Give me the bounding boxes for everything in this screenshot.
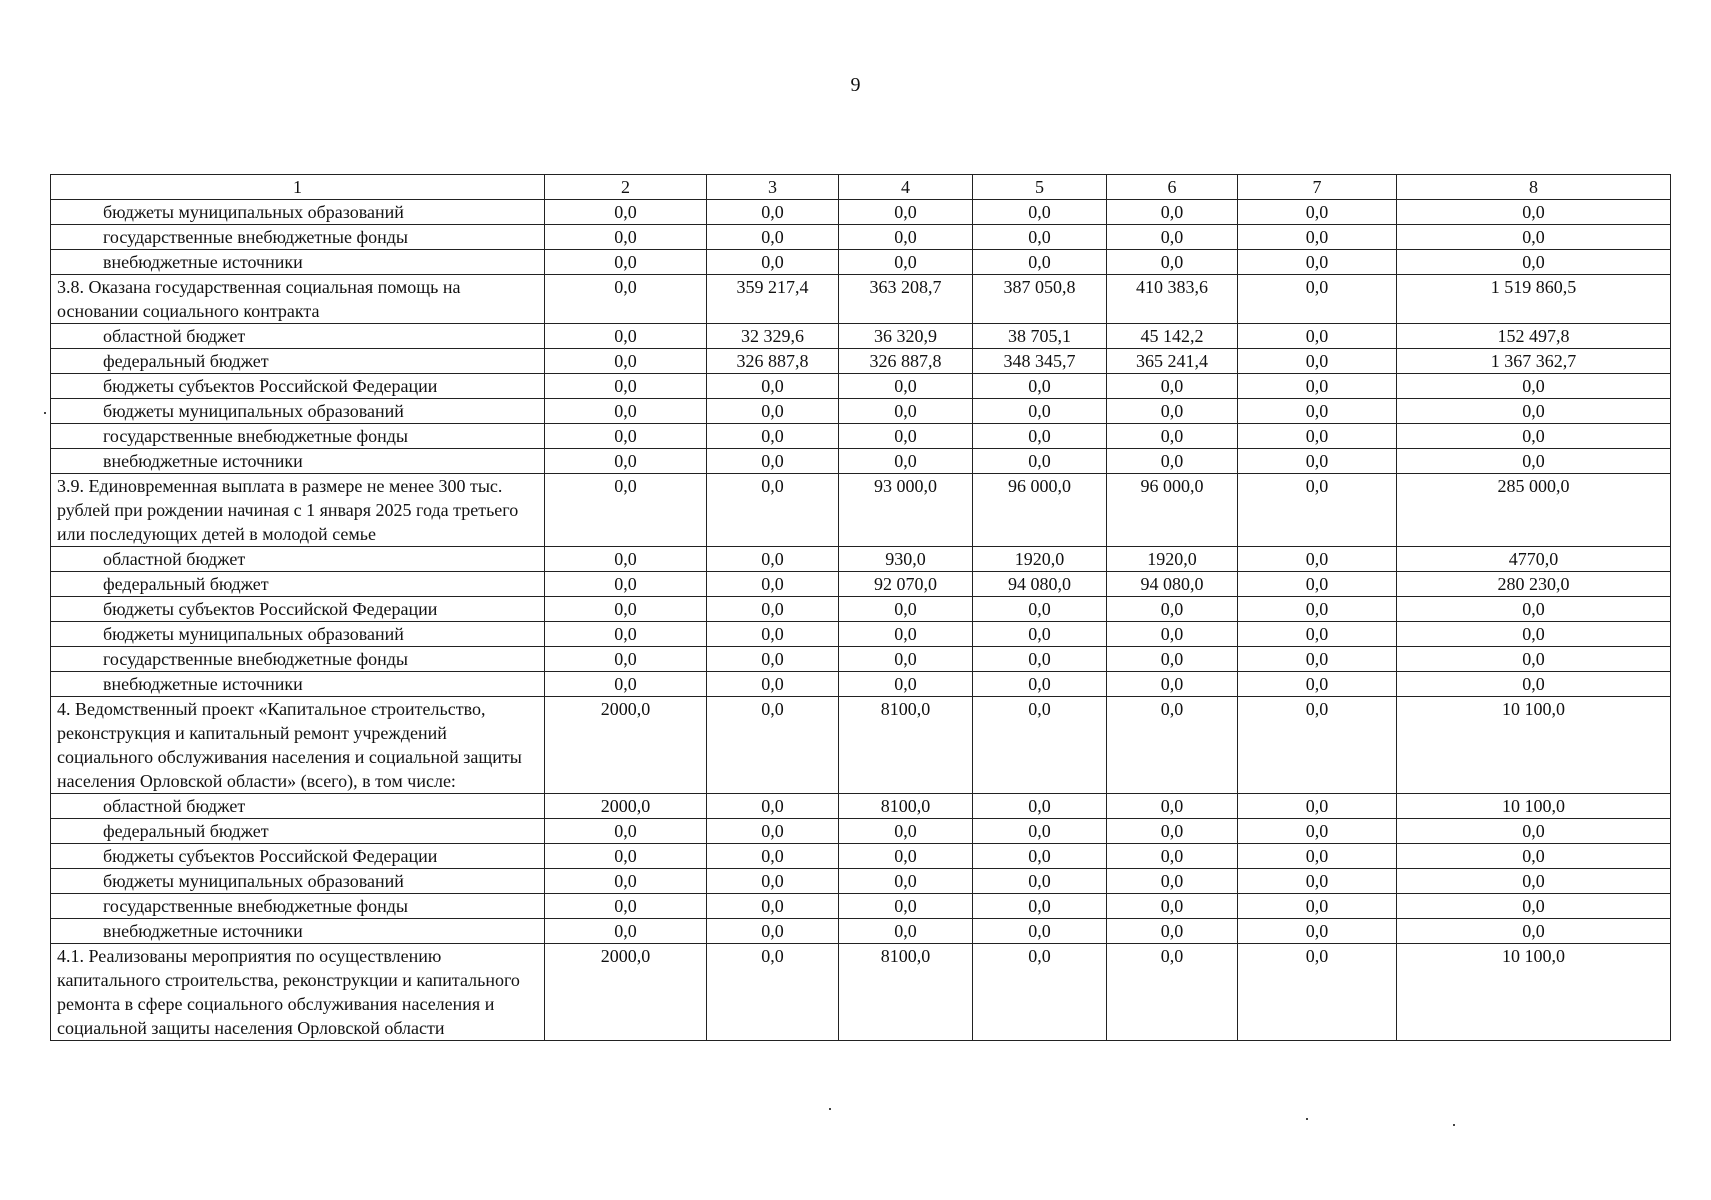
table-body — [51, 175, 1671, 1041]
value-cell: 1 519 860,5 — [1397, 275, 1671, 324]
value-cell: 2000,0 — [545, 794, 707, 819]
value-cell: 0,0 — [707, 944, 839, 1041]
value-cell: 0,0 — [545, 894, 707, 919]
scan-speck — [829, 1108, 831, 1110]
value-cell: 0,0 — [1238, 275, 1397, 324]
value-cell: 0,0 — [1238, 449, 1397, 474]
value-cell: 0,0 — [1397, 449, 1671, 474]
header-cell: 6 — [1107, 175, 1238, 200]
value-cell: 0,0 — [973, 399, 1107, 424]
value-cell: 0,0 — [545, 275, 707, 324]
value-cell: 0,0 — [973, 225, 1107, 250]
table-row — [51, 794, 1671, 819]
value-cell: 92 070,0 — [839, 572, 973, 597]
row-label: областной бюджет — [51, 324, 545, 349]
value-cell: 10 100,0 — [1397, 697, 1671, 794]
value-cell: 285 000,0 — [1397, 474, 1671, 547]
value-cell: 0,0 — [545, 622, 707, 647]
value-cell: 0,0 — [839, 597, 973, 622]
value-cell: 0,0 — [1238, 819, 1397, 844]
row-label: бюджеты субъектов Российской Федерации — [51, 597, 545, 622]
scan-speck — [1306, 1118, 1308, 1120]
value-cell: 0,0 — [707, 424, 839, 449]
value-cell: 0,0 — [545, 844, 707, 869]
value-cell: 0,0 — [545, 200, 707, 225]
value-cell: 1920,0 — [1107, 547, 1238, 572]
budget-table — [50, 174, 1671, 1041]
value-cell: 0,0 — [545, 250, 707, 275]
value-cell: 0,0 — [1238, 919, 1397, 944]
value-cell: 0,0 — [1107, 424, 1238, 449]
value-cell: 0,0 — [1107, 374, 1238, 399]
row-label: бюджеты субъектов Российской Федерации — [51, 844, 545, 869]
value-cell: 0,0 — [1107, 250, 1238, 275]
value-cell: 0,0 — [707, 474, 839, 547]
table-row — [51, 324, 1671, 349]
value-cell: 0,0 — [1397, 225, 1671, 250]
value-cell: 0,0 — [973, 200, 1107, 225]
table-row — [51, 449, 1671, 474]
value-cell: 0,0 — [839, 894, 973, 919]
table-row — [51, 597, 1671, 622]
value-cell: 0,0 — [839, 672, 973, 697]
row-label: внебюджетные источники — [51, 250, 545, 275]
value-cell: 0,0 — [1397, 894, 1671, 919]
value-cell: 0,0 — [973, 869, 1107, 894]
value-cell: 0,0 — [839, 200, 973, 225]
value-cell: 0,0 — [707, 597, 839, 622]
value-cell: 0,0 — [545, 324, 707, 349]
value-cell: 0,0 — [1238, 250, 1397, 275]
value-cell: 0,0 — [545, 399, 707, 424]
value-cell: 0,0 — [839, 250, 973, 275]
value-cell: 0,0 — [1238, 474, 1397, 547]
value-cell: 0,0 — [1107, 449, 1238, 474]
header-cell: 2 — [545, 175, 707, 200]
value-cell: 0,0 — [973, 622, 1107, 647]
value-cell: 0,0 — [545, 449, 707, 474]
value-cell: 2000,0 — [545, 944, 707, 1041]
value-cell: 0,0 — [707, 399, 839, 424]
value-cell: 0,0 — [839, 225, 973, 250]
table-row — [51, 399, 1671, 424]
header-cell: 4 — [839, 175, 973, 200]
value-cell: 0,0 — [707, 547, 839, 572]
value-cell: 0,0 — [1397, 869, 1671, 894]
value-cell: 0,0 — [545, 869, 707, 894]
value-cell: 36 320,9 — [839, 324, 973, 349]
value-cell: 0,0 — [1238, 424, 1397, 449]
row-label: бюджеты субъектов Российской Федерации — [51, 374, 545, 399]
header-cell: 7 — [1238, 175, 1397, 200]
value-cell: 0,0 — [1107, 944, 1238, 1041]
table-row — [51, 844, 1671, 869]
row-label: федеральный бюджет — [51, 572, 545, 597]
page-number: 9 — [850, 74, 861, 96]
value-cell: 0,0 — [545, 424, 707, 449]
value-cell: 96 000,0 — [1107, 474, 1238, 547]
value-cell: 0,0 — [1107, 697, 1238, 794]
value-cell: 326 887,8 — [839, 349, 973, 374]
value-cell: 0,0 — [1238, 869, 1397, 894]
value-cell: 0,0 — [1238, 547, 1397, 572]
value-cell: 0,0 — [1107, 869, 1238, 894]
value-cell: 96 000,0 — [973, 474, 1107, 547]
table-row — [51, 474, 1671, 547]
value-cell: 0,0 — [1107, 200, 1238, 225]
value-cell: 0,0 — [1397, 200, 1671, 225]
header-cell: 8 — [1397, 175, 1671, 200]
row-label: внебюджетные источники — [51, 672, 545, 697]
row-label: федеральный бюджет — [51, 349, 545, 374]
value-cell: 0,0 — [839, 919, 973, 944]
value-cell: 0,0 — [973, 919, 1107, 944]
row-label: государственные внебюджетные фонды — [51, 894, 545, 919]
table-row — [51, 697, 1671, 794]
value-cell: 0,0 — [1238, 944, 1397, 1041]
value-cell: 94 080,0 — [1107, 572, 1238, 597]
value-cell: 0,0 — [707, 449, 839, 474]
row-label: бюджеты муниципальных образований — [51, 399, 545, 424]
value-cell: 0,0 — [1107, 672, 1238, 697]
value-cell: 0,0 — [1107, 225, 1238, 250]
value-cell: 0,0 — [1107, 597, 1238, 622]
row-label: бюджеты муниципальных образований — [51, 200, 545, 225]
value-cell: 0,0 — [707, 697, 839, 794]
value-cell: 363 208,7 — [839, 275, 973, 324]
value-cell: 0,0 — [1107, 844, 1238, 869]
value-cell: 0,0 — [839, 399, 973, 424]
header-cell: 5 — [973, 175, 1107, 200]
value-cell: 0,0 — [1238, 572, 1397, 597]
value-cell: 10 100,0 — [1397, 794, 1671, 819]
value-cell: 0,0 — [1397, 597, 1671, 622]
row-label: бюджеты муниципальных образований — [51, 869, 545, 894]
value-cell: 0,0 — [839, 374, 973, 399]
value-cell: 38 705,1 — [973, 324, 1107, 349]
row-label: государственные внебюджетные фонды — [51, 424, 545, 449]
row-label: федеральный бюджет — [51, 819, 545, 844]
value-cell: 152 497,8 — [1397, 324, 1671, 349]
value-cell: 8100,0 — [839, 794, 973, 819]
value-cell: 0,0 — [1238, 622, 1397, 647]
value-cell: 0,0 — [545, 225, 707, 250]
value-cell: 0,0 — [545, 819, 707, 844]
value-cell: 0,0 — [1107, 919, 1238, 944]
value-cell: 359 217,4 — [707, 275, 839, 324]
value-cell: 1920,0 — [973, 547, 1107, 572]
value-cell: 0,0 — [973, 697, 1107, 794]
value-cell: 0,0 — [707, 200, 839, 225]
value-cell: 0,0 — [707, 869, 839, 894]
table-row — [51, 622, 1671, 647]
value-cell: 0,0 — [1107, 399, 1238, 424]
value-cell: 0,0 — [1107, 794, 1238, 819]
value-cell: 0,0 — [545, 474, 707, 547]
value-cell: 0,0 — [1238, 894, 1397, 919]
value-cell: 0,0 — [1107, 819, 1238, 844]
table-row — [51, 374, 1671, 399]
value-cell: 0,0 — [1397, 622, 1671, 647]
value-cell: 0,0 — [1107, 622, 1238, 647]
value-cell: 0,0 — [1238, 200, 1397, 225]
value-cell: 0,0 — [545, 349, 707, 374]
value-cell: 0,0 — [707, 794, 839, 819]
value-cell: 387 050,8 — [973, 275, 1107, 324]
row-label: 3.8. Оказана государственная социальная помощь на основании социального контракта — [51, 275, 545, 324]
value-cell: 0,0 — [1397, 250, 1671, 275]
table-row — [51, 944, 1671, 1041]
value-cell: 0,0 — [707, 622, 839, 647]
value-cell: 0,0 — [545, 374, 707, 399]
value-cell: 8100,0 — [839, 944, 973, 1041]
row-label: государственные внебюджетные фонды — [51, 225, 545, 250]
table-row — [51, 919, 1671, 944]
value-cell: 93 000,0 — [839, 474, 973, 547]
value-cell: 0,0 — [973, 647, 1107, 672]
value-cell: 45 142,2 — [1107, 324, 1238, 349]
value-cell: 0,0 — [973, 250, 1107, 275]
row-label: внебюджетные источники — [51, 449, 545, 474]
value-cell: 0,0 — [1238, 647, 1397, 672]
table-row — [51, 275, 1671, 324]
row-label: областной бюджет — [51, 794, 545, 819]
value-cell: 0,0 — [1397, 819, 1671, 844]
value-cell: 0,0 — [1238, 374, 1397, 399]
value-cell: 2000,0 — [545, 697, 707, 794]
table-row — [51, 547, 1671, 572]
table-header-row — [51, 175, 1671, 200]
value-cell: 0,0 — [1397, 399, 1671, 424]
value-cell: 0,0 — [839, 844, 973, 869]
value-cell: 0,0 — [707, 250, 839, 275]
header-cell: 3 — [707, 175, 839, 200]
value-cell: 0,0 — [707, 844, 839, 869]
value-cell: 0,0 — [545, 647, 707, 672]
table-row — [51, 672, 1671, 697]
value-cell: 0,0 — [1238, 225, 1397, 250]
value-cell: 94 080,0 — [973, 572, 1107, 597]
value-cell: 0,0 — [1238, 349, 1397, 374]
value-cell: 0,0 — [973, 894, 1107, 919]
row-label: государственные внебюджетные фонды — [51, 647, 545, 672]
value-cell: 0,0 — [973, 449, 1107, 474]
value-cell: 0,0 — [973, 597, 1107, 622]
value-cell: 0,0 — [1397, 647, 1671, 672]
value-cell: 4770,0 — [1397, 547, 1671, 572]
table-row — [51, 349, 1671, 374]
value-cell: 0,0 — [839, 647, 973, 672]
value-cell: 348 345,7 — [973, 349, 1107, 374]
row-label: внебюджетные источники — [51, 919, 545, 944]
table-row — [51, 572, 1671, 597]
scan-speck — [1453, 1124, 1455, 1126]
value-cell: 0,0 — [545, 572, 707, 597]
value-cell: 0,0 — [973, 944, 1107, 1041]
value-cell: 0,0 — [1238, 672, 1397, 697]
value-cell: 0,0 — [545, 919, 707, 944]
table-row — [51, 200, 1671, 225]
value-cell: 0,0 — [707, 374, 839, 399]
value-cell: 0,0 — [1397, 424, 1671, 449]
value-cell: 8100,0 — [839, 697, 973, 794]
table-row — [51, 894, 1671, 919]
value-cell: 0,0 — [707, 647, 839, 672]
row-label: бюджеты муниципальных образований — [51, 622, 545, 647]
value-cell: 0,0 — [839, 424, 973, 449]
row-label: 4. Ведомственный проект «Капитальное строительство, реконструкция и капитальный ремонт учреждений социального обслуживания населения и социальной защиты населения Орловской области» (всего), в том числе: — [51, 697, 545, 794]
value-cell: 0,0 — [545, 547, 707, 572]
value-cell: 280 230,0 — [1397, 572, 1671, 597]
value-cell: 0,0 — [973, 794, 1107, 819]
value-cell: 0,0 — [1238, 597, 1397, 622]
value-cell: 0,0 — [707, 819, 839, 844]
value-cell: 930,0 — [839, 547, 973, 572]
value-cell: 0,0 — [973, 374, 1107, 399]
value-cell: 0,0 — [1238, 399, 1397, 424]
value-cell: 0,0 — [973, 819, 1107, 844]
scan-speck — [44, 412, 46, 414]
value-cell: 0,0 — [707, 672, 839, 697]
value-cell: 0,0 — [839, 449, 973, 474]
value-cell: 365 241,4 — [1107, 349, 1238, 374]
value-cell: 0,0 — [707, 225, 839, 250]
value-cell: 0,0 — [707, 894, 839, 919]
row-label: 4.1. Реализованы мероприятия по осуществлению капитального строительства, реконструкции и капитального ремонта в сфере социального обслуживания населения и социальной защиты населения Орловской области — [51, 944, 545, 1041]
table-row — [51, 225, 1671, 250]
value-cell: 0,0 — [1107, 647, 1238, 672]
table-row — [51, 647, 1671, 672]
value-cell: 0,0 — [707, 572, 839, 597]
value-cell: 0,0 — [839, 622, 973, 647]
table-row — [51, 819, 1671, 844]
value-cell: 0,0 — [973, 672, 1107, 697]
value-cell: 1 367 362,7 — [1397, 349, 1671, 374]
value-cell: 0,0 — [839, 869, 973, 894]
value-cell: 0,0 — [1397, 374, 1671, 399]
value-cell: 0,0 — [545, 672, 707, 697]
value-cell: 326 887,8 — [707, 349, 839, 374]
value-cell: 0,0 — [545, 597, 707, 622]
value-cell: 0,0 — [1107, 894, 1238, 919]
table-row — [51, 869, 1671, 894]
value-cell: 0,0 — [973, 424, 1107, 449]
row-label: 3.9. Единовременная выплата в размере не менее 300 тыс. рублей при рождении начиная с 1 января 2025 года третьего или последующих детей в молодой семье — [51, 474, 545, 547]
value-cell: 0,0 — [1238, 844, 1397, 869]
value-cell: 0,0 — [707, 919, 839, 944]
value-cell: 0,0 — [1238, 794, 1397, 819]
value-cell: 0,0 — [1397, 844, 1671, 869]
table-row — [51, 424, 1671, 449]
header-cell: 1 — [51, 175, 545, 200]
value-cell: 410 383,6 — [1107, 275, 1238, 324]
value-cell: 0,0 — [839, 819, 973, 844]
value-cell: 0,0 — [1238, 697, 1397, 794]
value-cell: 32 329,6 — [707, 324, 839, 349]
value-cell: 0,0 — [1238, 324, 1397, 349]
value-cell: 0,0 — [1397, 672, 1671, 697]
row-label: областной бюджет — [51, 547, 545, 572]
table-row — [51, 250, 1671, 275]
value-cell: 0,0 — [1397, 919, 1671, 944]
value-cell: 0,0 — [973, 844, 1107, 869]
value-cell: 10 100,0 — [1397, 944, 1671, 1041]
